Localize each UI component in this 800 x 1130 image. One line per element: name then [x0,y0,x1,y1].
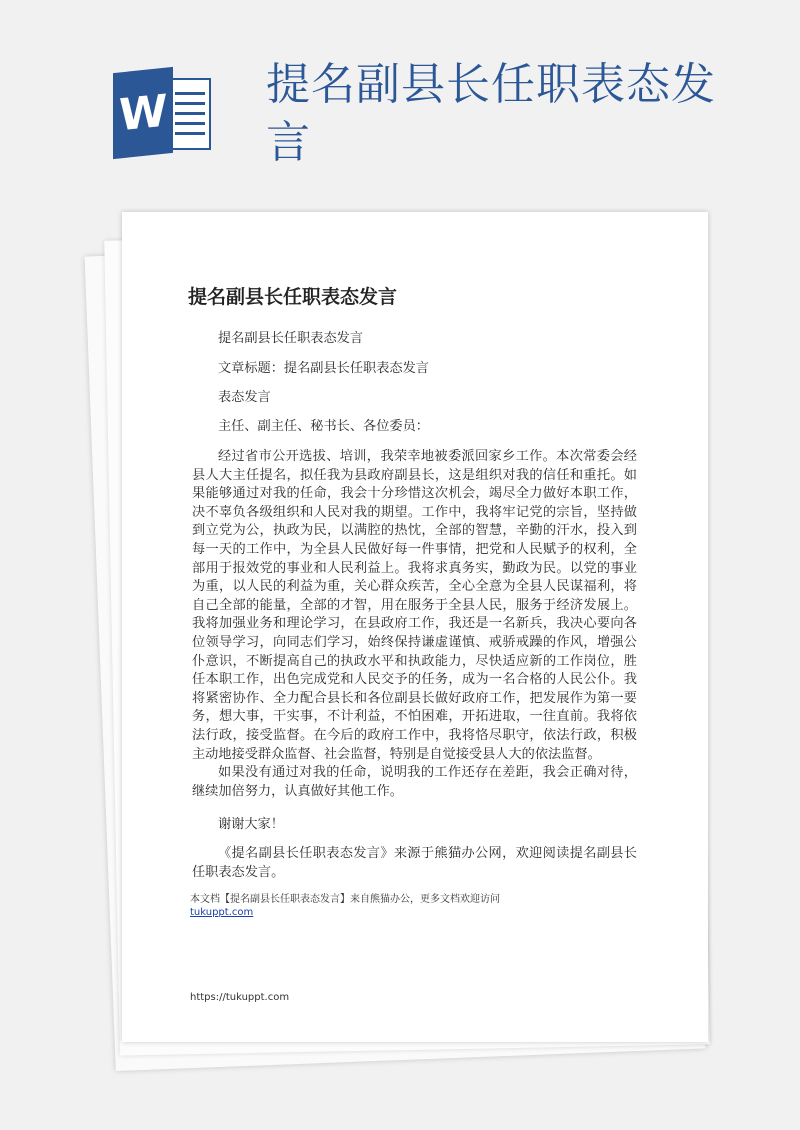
paragraph-heading-repeat: 提名副县长任职表态发言 [218,331,364,346]
paragraph-speech-label: 表态发言 [218,390,271,405]
footer-note [190,893,610,919]
paragraph-body-main: 经过省市公开选拔、培训，我荣幸地被委派回家乡工作。本次常委会经县人大主任提名，拟任我为县政府副县长，这是组织对我的信任和重托。如果能够通过对我的任命，我会十分珍惜这次机会，竭尽全力做好本职工作，决不辜负各级组织和人民对我的期望。工作中，我将牢记党的宗旨，坚持做到立党为公，执政为民，以满腔的热忱，全部的智慧，辛勤的汗水，投入到每一天的工作中，为全县人民做好每一件事情，把党和人民赋予的权利，全部用于报效党的事业和人民利益上。我将求真务实，勤政为民。以党的事业为重，以人民的利益为重，关心群众疾苦，全心全意为全县人民谋福利，将自己全部的能量，全部的才智，用在服务于全县人民，服务于经济发展上。我将加强业务和理论学习，在县政府工作，我还是一名新兵，我决心要向各位领导学习，向同志们学习，始终保持谦虚谨慎、戒骄戒躁的作风，增强公仆意识，不断提高自己的执政水平和执政能力，尽快适应新的工作岗位，胜任本职工作，出色完成党和人民交予的任务，成为一名合格的人民公仆。我将紧密协作、全力配合县长和各位副县长做好政府工作，把发展作为第一要务，想大事，干实事，不计利益，不怕困难，开拓进取，一往直前。我将依法行政，接受监督。在今后的政府工作中，我将恪尽职守，依法行政，积极主动地接受群众监督、社会监督，特别是自觉接受县人大的依法监督。 [192,449,637,762]
paragraph-body-second: 如果没有通过对我的任命，说明我的工作还存在差距，我会正确对待，继续加倍努力，认真做好其他工作。 [192,765,637,799]
word-document-icon [113,70,211,156]
bottom-url[interactable]: https://tukuppt.com [190,992,290,1003]
document-page [122,212,708,1042]
document-title: 提名副县长任职表态发言 [188,286,398,308]
paragraph-thanks: 谢谢大家！ [218,817,284,832]
word-w-badge: W [113,67,173,159]
paragraph-source-note: 《提名副县长任职表态发言》来源于熊猫办公网，欢迎阅读提名副县长任职表态发言。 [192,846,637,880]
header-title: 提名副县长任职表态发言 [266,59,716,168]
paragraph-salutation: 主任、副主任、秘书长、各位委员： [218,419,429,434]
footer-link[interactable]: tukuppt.com [190,907,254,918]
footer-text: 本文档【提名副县长任职表态发言】来自熊猫办公，更多文档欢迎访问 [190,894,500,905]
paragraph-article-title: 文章标题：提名副县长任职表态发言 [218,361,429,376]
